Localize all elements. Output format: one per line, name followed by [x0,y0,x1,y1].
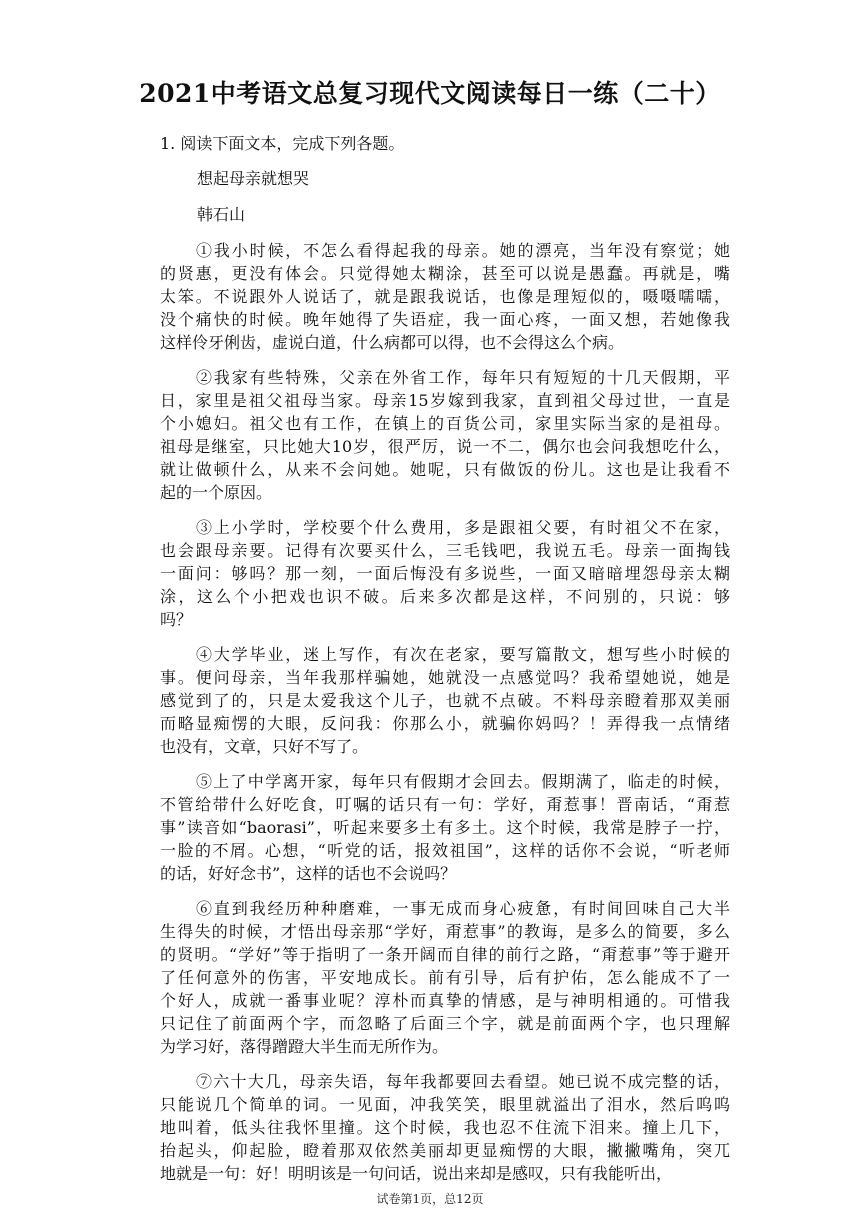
paragraph-line: 事”读音如“baorasi”，听起来要多土有多土。这个时候，我常是脖子一拧， [160,818,730,837]
paragraph-line: 感觉到了的，只是太爱我这个儿子，也就不点破。不料母亲瞪着那双美丽 [160,691,730,710]
paragraph-line: 的贤明。“学好”等于指明了一条开阔而自律的前行之路，“甭惹事”等于避开 [160,945,730,964]
paragraph [160,643,730,758]
paragraph-line: 地就是一句：好！明明该是一句问话，说出来却是感叹，只有我能听出， [160,1164,673,1183]
reading-passage [160,132,730,1197]
paragraph-line: 的贤惠，更没有体会。只觉得她太糊涂，甚至可以说是愚蠢。再就是，嘴 [160,264,730,283]
paragraph-line: 为学习好，落得蹭蹬大半生而无所作为。 [160,1037,449,1056]
article-author: 韩石山 [197,205,246,224]
paragraph-line: 吗？ [160,610,193,629]
paragraph-line: 也没有，文章，只好不写了。 [160,737,369,756]
paragraph-line: 地叫着，低头往我怀里撞。这个时候，我也忍不住流下泪来。撞上几下， [160,1118,730,1137]
page-footer: 试卷第1页，总12页 [376,1192,484,1206]
article-title: 想起母亲就想哭 [197,169,310,188]
paragraph-line: 只能说几个简单的词。一见面，冲我笑笑，眼里就溢出了泪水，然后呜呜 [160,1095,730,1114]
paragraph-line: 起的一个原因。 [160,483,273,502]
paragraph-line: 个好人，成就一番事业呢？淳朴而真挚的情感，是与神明相通的。可惜我 [160,991,730,1010]
paragraph-line: 也会跟母亲要。记得有次要买什么，三毛钱吧，我说五毛。母亲一面掏钱 [160,541,730,560]
paragraph-line: ②我家有些特殊，父亲在外省工作，每年只有短短的十几天假期，平 [196,368,730,387]
paragraph-line: 的话，好好念书”，这样的话也不会说吗？ [160,864,457,883]
paragraph [160,1070,730,1185]
paragraph-line: 而略显痴愣的大眼，反问我：你那么小，就骗你妈吗？！弄得我一点情绪 [160,714,730,733]
paragraph [160,516,730,631]
paragraph-line: 了任何意外的伤害，平安地成长。前有引导，后有护佑，怎么能成不了一 [160,968,730,987]
paragraph [160,366,730,504]
paragraph-line: ⑦六十大几，母亲失语，每年我都要回去看望。她已说不成完整的话， [196,1072,730,1091]
paragraph [160,897,730,1058]
paragraph-line: 祖母是继室，只比她大10岁，很严厉，说一不二，偶尔也会问我想吃什么， [160,437,730,456]
paragraph-line: 事。便问母亲，当年我那样骗她，她就没一点感觉吗？我希望她说，她是 [160,668,730,687]
paragraph-line: 涂，这么个小把戏也识不破。后来多次都是这样，不问别的，只说：够 [160,587,730,606]
paragraph-line: 太笨。不说跟外人说话了，就是跟我说话，也像是理短似的，嗫嗫嚅嚅， [160,287,730,306]
paragraph-line: 生得失的时候，才悟出母亲那“学好，甭惹事”的教诲，是多么的简要，多么 [160,922,730,941]
paragraph-line: 抬起头，仰起脸，瞪着那双依然美丽却更显痴愣的大眼，撇撇嘴角，突兀 [160,1141,730,1160]
paragraph-line: 没个痛快的时候。晚年她得了失语症，我一面心疼，一面又想，若她像我 [160,310,730,329]
paragraph-line: ①我小时候，不怎么看得起我的母亲。她的漂亮，当年没有察觉；她 [196,241,730,260]
paragraph-line: 一面问：够吗？那一刻，一面后悔没有多说些，一面又暗暗埋怨母亲太糊 [160,564,730,583]
paragraph-line: ⑤上了中学离开家，每年只有假期才会回去。假期满了，临走的时候， [196,772,730,791]
paragraph-line: ③上小学时，学校要个什么费用，多是跟祖父要，有时祖父不在家， [196,518,730,537]
page-title: 2021中考语文总复习现代文阅读每日一练（二十） [139,79,721,108]
paragraph-line: ⑥直到我经历种种磨难，一事无成而身心疲惫，有时间回味自己大半 [196,899,730,918]
paragraph-line: 只记住了前面两个字，而忽略了后面三个字，就是前面两个字，也只理解 [160,1014,730,1033]
paragraph-line: ④大学毕业，迷上写作，有次在老家，要写篇散文，想写些小时候的 [196,645,730,664]
paragraph-line: 一脸的不屑。心想，“听党的话，报效祖国”，这样的话你不会说，“听老师 [160,841,730,860]
paragraph-line: 个小媳妇。祖父也有工作，在镇上的百货公司，家里实际当家的是祖母。 [160,414,730,433]
paragraph [160,239,730,354]
paragraph-line: 就让做顿什么，从来不会问她。她呢，只有做饭的份儿。这也是让我看不 [160,460,730,479]
question-intro: 1. 阅读下面文本，完成下列各题。 [160,134,405,153]
paragraph [160,770,730,885]
paragraph-line: 不管给带什么好吃食，叮嘱的话只有一句：学好，甭惹事！晋南话，“甭惹 [160,795,730,814]
paragraph-line: 日，家里是祖父祖母当家。母亲15岁嫁到我家，直到祖父母过世，一直是 [160,391,730,410]
article-body [160,239,730,1185]
paragraph-line: 这样伶牙俐齿，虚说白道，什么病都可以得，也不会得这么个病。 [160,333,625,352]
